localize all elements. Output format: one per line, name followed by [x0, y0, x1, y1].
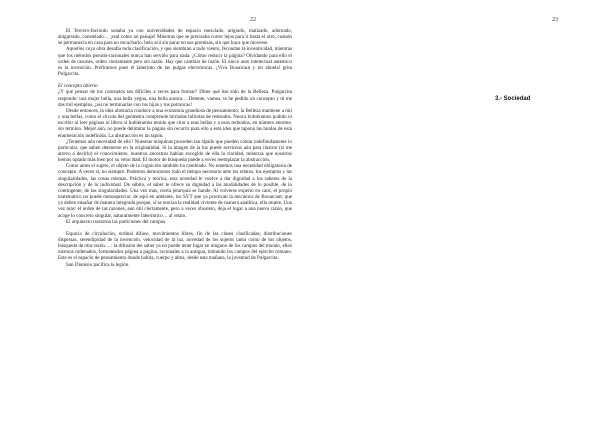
section-title: 3.- Sociedad [495, 96, 531, 102]
paragraph: ¿Tenemos aún necesidad de ello? Nuestras máquinas proceden tan rápido que pueden contar indefinidamente lo particular, que saben detenerse en la originalidad. Si la imagen de la luz puede servirnos aún para ilustrar (si me atrevo a decirlo) el conocimiento, nuestros ancestros habían escogido de ella la claridad, mientras que nosotros hemos optado más bien por su velocidad. El motor de búsqueda puede a veces reemplazar la abstracción. [58, 138, 292, 164]
left-page-number: 22 [250, 17, 256, 23]
paragraph: Como antes el sujeto, el objeto de la cognición también ha cambiado. No tenemos una necesidad obligatoria de concepto. A veces sí, no siempre. Podemos demorarnos todo el tiempo necesario ante los relatos, los ejemplos y las singularidades, las cosas mismas. Práctica y teórica, esta novedad le vuelve a dar dignidad a los saberes de la descripción y de lo individual. De súbito, el saber le ofrece su dignidad a las modalidades de lo posible, de lo contingente, de las singularidades. Una vez más, cierta jerarquía se hunde. Al volverse experto en caos, el propio matemático no puede menospreciar, de aquí en adelante, los SVT que ya practican la mecánica de Bouaicaut; que ya deben ensañar de manera integrada porque, sí se teoriza la realidad viviente de manera analítica, ella muere. Una vez más: el orden de las razones, aun útil ciertamente, pero a veces obsoleto, deja el lugar a una nueva razón, que acoge lo concreto singular, naturalmente laberíntico… al relato. [58, 163, 292, 219]
left-page-body [58, 28, 292, 268]
right-page-number: 23 [552, 17, 558, 23]
paragraph: ¿Y qué pensar de los conceptos tan difíciles a veces para formar? Dime qué has sido de la Belleza. Pulgarcita responde: una mujer bella, una bella yegua, una bella aurora… Detente, vamos; te he pedido un concepto y tú me das mil ejemplos, ¡así no terminarías con tus hijas y tus potrancas! [58, 89, 292, 108]
paragraph: Espacio de circulación, ordinal difuso, movimientos libres, fin de las clases clasificadas, distribuciones dispersas, serendipidad de la invención, velocidad de la luz, novedad de los sujetos tanto como de los objetos, búsqueda de otra razón… : la difusión del saber ya no puede tener lugar en ninguno de los campus del mundo, ellos mismos ordenados, formateados página a página, racionales a la antigua, imitando los campos del ejército romano. Este es el espacio de pensamiento donde habita, cuerpo y alma, desde esta mañana, la juventud de Pulgarcita. [58, 230, 292, 262]
paragraph: El arquitecto trastorna las particiones del campus. [66, 218, 167, 225]
paragraph: San Dionisio pacifica la legión. [66, 261, 130, 268]
paragraph: Desde entonces, la idea abstracta conduce a una economía grandiosa de pensamiento; la Belleza mantiene a mil y una bellas, como el círculo del geómetra comprende miríadas infinitas de redondos. Nunca hubiéramos podido ni escribir ni leer páginas ni libros si hubiéramos tenido que citar a esas bellas y a esos redondos, en número enorme, sin término. Mejor aún, no puede delimitar la página sin recurrir para ello a esta idea que tapona las huidas de esta enumeración indefinida. La abstracción es un tapón. [58, 107, 292, 139]
paragraph: El Tercero-Incruido sonaba ya con universidades de espacio mezclado, atigrado, matizado, adornado, abigarrado, constelado… ¡real como un paisaje! Mientras que se precisaba correr lejos para ir hasta el otro, cuando se permanecía en casa para no escucharlo, helo acá sin parar en sus premisas, sin que haya que moverse. [58, 28, 292, 47]
right-page [300, 0, 600, 424]
subheading: El concepto abierto [58, 83, 98, 90]
paragraph: Aquellos cuya obra desafía toda clasificación, y que siembran a todo viento, fecundan la inventividad, mientras que los métodos pseudo-racionales nunca han servido para nada. ¿Cómo reducir la página? Olvidando para ello el orden de razones, orden ciertamente pero sin razón. Hay que cambiar de razón. El único auto intelectual auténtico es la invención. Prefiramos pues el laberinto de las pulgas electrónicas. ¡Viva Bouaicaut y mi abuela! grita Pulgarcita. [58, 46, 292, 78]
